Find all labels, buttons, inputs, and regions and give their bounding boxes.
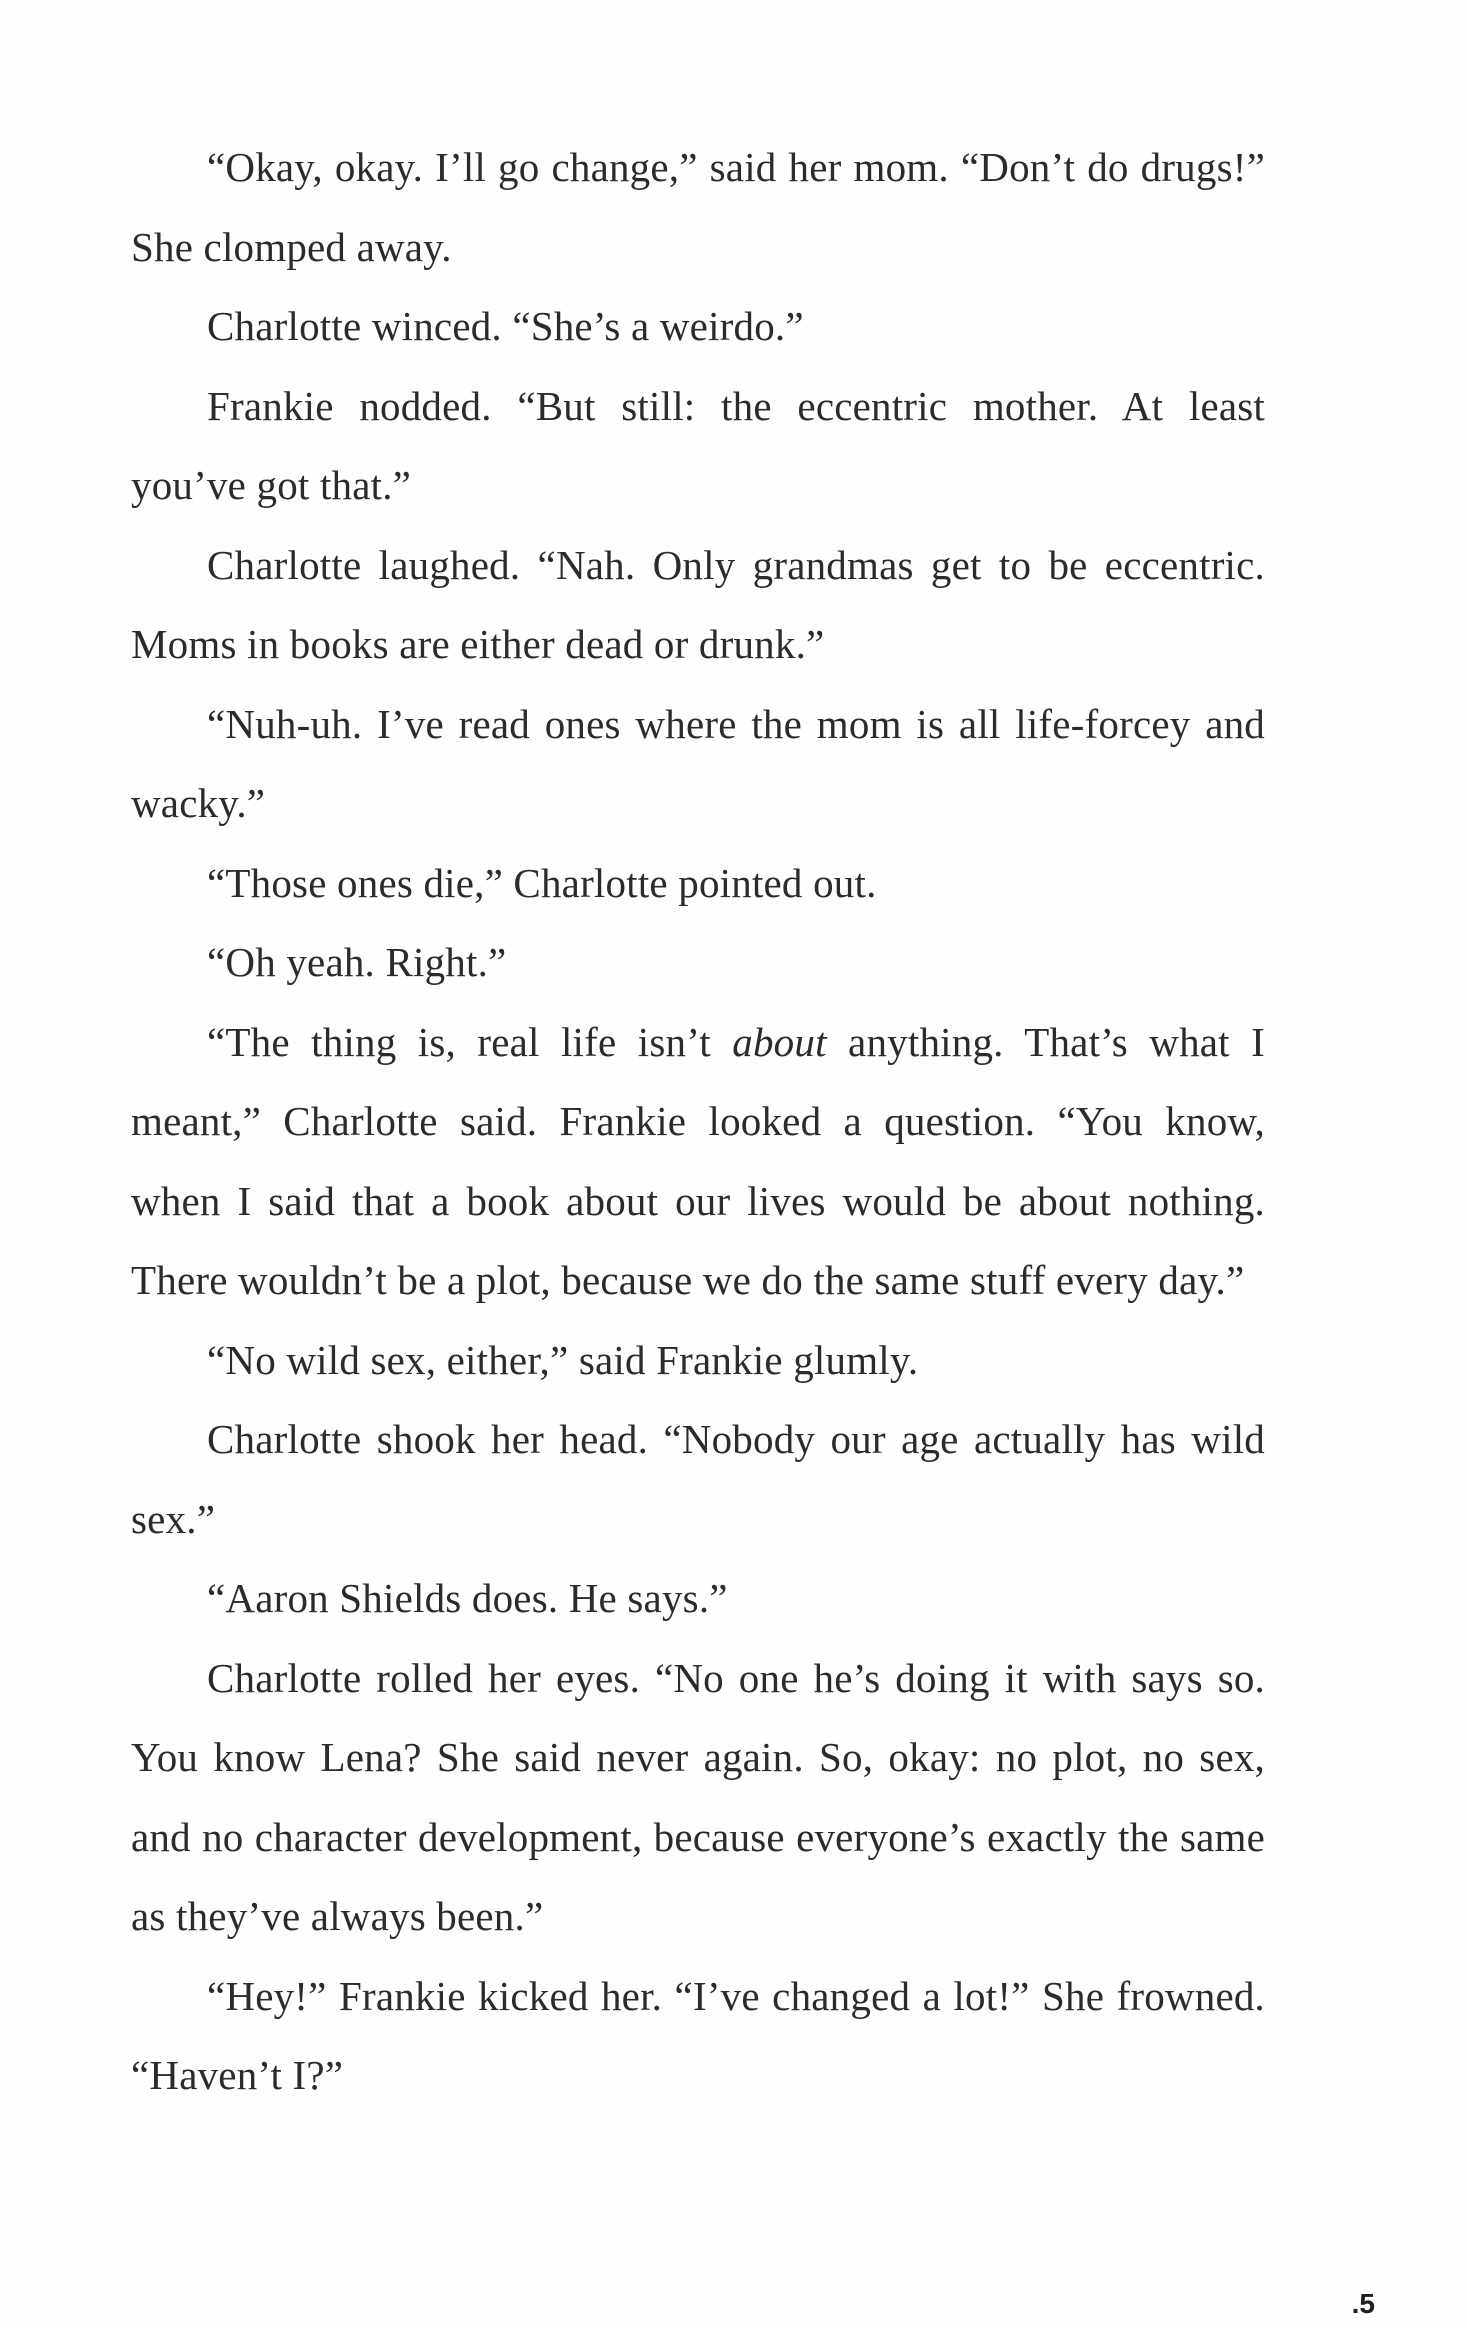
paragraph: Frankie nodded. “But still: the eccentric mother. At least you’ve got that.” xyxy=(131,382,1265,508)
paragraph-with-emphasis xyxy=(131,1003,1265,1321)
paragraph-segment: “The thing is, real life isn’t xyxy=(207,1018,733,1065)
body-text xyxy=(131,128,1265,2116)
paragraph: Charlotte winced. “She’s a weirdo.” xyxy=(207,303,804,349)
page-number: .5 xyxy=(1351,2288,1375,2319)
paragraph: “Hey!” Frankie kicked her. “I’ve changed a lot!” She frowned. “Haven’t I?” xyxy=(131,1972,1265,2098)
paragraph: Charlotte rolled her eyes. “No one he’s doing it with says so. You know Lena? She said never again. So, okay: no plot, no sex, and no character development, because everyone’s exactly the same as they’ve always been.” xyxy=(131,1654,1265,1939)
paragraph: “No wild sex, either,” said Frankie glumly. xyxy=(207,1336,919,1383)
paragraph: Charlotte laughed. “Nah. Only grandmas get to be eccentric. Moms in books are either dead or drunk.” xyxy=(131,541,1265,667)
paragraph-segment: anything. That’s what I meant,” Charlotte said. Frankie looked a question. “You know, when I said that a book about our lives would be about nothing. There wouldn’t be a plot, because we do the same stuff every day.” xyxy=(131,1018,1265,1303)
paragraph: “Okay, okay. I’ll go change,” said her mom. “Don’t do drugs!” She clomped away. xyxy=(131,144,1265,270)
paragraph: “Those ones die,” Charlotte pointed out. xyxy=(207,859,877,906)
paragraph: Charlotte shook her head. “Nobody our age actually has wild sex.” xyxy=(131,1416,1265,1542)
paragraph: “Oh yeah. Right.” xyxy=(207,939,507,985)
emphasized-word: about xyxy=(732,1018,827,1065)
paragraph: “Aaron Shields does. He says.” xyxy=(207,1575,728,1621)
paragraph: “Nuh-uh. I’ve read ones where the mom is all life-forcey and wacky.” xyxy=(131,700,1265,826)
